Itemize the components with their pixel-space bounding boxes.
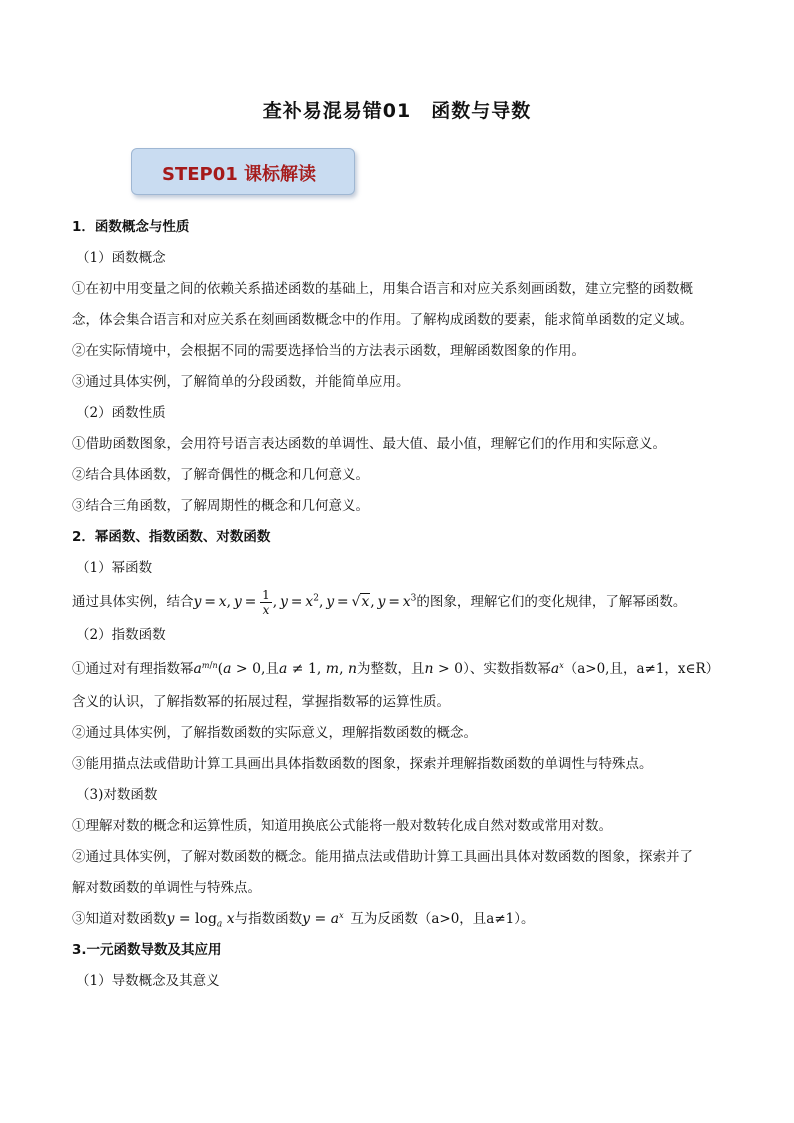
step-banner [131,148,355,195]
document-body [72,212,724,997]
paragraph: ①在初中用变量之间的依赖关系描述函数的基础上，用集合语言和对应关系刻画函数，建立完整的函数概 [72,281,693,297]
paragraph: ②在实际情境中，会根据不同的需要选择恰当的方法表示函数，理解函数图象的作用。 [72,343,585,359]
text-run: 为整数，且 [357,661,425,677]
section-heading: 2．幂函数、指数函数、对数函数 [72,529,271,545]
text-run: （a>0,且，a≠1，x∈R） [563,661,720,677]
text-run: ①通过对有理指数幂 [72,661,194,677]
formula: y [193,594,202,610]
page-title: 查补易混易错01 函数与导数 [262,100,532,122]
text-run: ）、实数指数幂 [463,661,551,677]
text-run: 的图象，理解它们的变化规律，了解幂函数。 [416,594,687,610]
subsection-heading: （1）导数概念及其意义 [76,973,220,989]
paragraph: ①借助函数图象，会用符号语言表达函数的单调性、最大值、最小值，理解它们的作用和实际意义。 [72,436,666,452]
text-run: 互为反函数（a>0，且a≠1）。 [350,911,535,927]
paragraph-log-inverse: ③知道对数函数$y = \log_a x$与指数函数$y = a^x$ 互为反函数（a>0，且a≠1）。 [72,910,535,930]
text-run: ③知道对数函数 [72,911,167,927]
paragraph: ③通过具体实例，了解简单的分段函数，并能简单应用。 [72,374,410,390]
paragraph-exponent: ①通过对有理指数幂$a^{m/n}(a > 0$,且a ≠ 1, m, n为整数，且n > 0）、实数指数幂$a^x(a>0$,且，a≠1，x∈R） [72,660,720,677]
paragraph: ②通过具体实例，了解指数函数的实际意义，理解指数函数的概念。 [72,725,477,741]
text-run: 通过具体实例，结合 [72,594,194,610]
square-root: √x [351,594,370,610]
paragraph: 解对数函数的单调性与特殊点。 [72,880,261,896]
fraction: $\frac{1}{x}$ [262,588,270,617]
paragraph: ②结合具体函数，了解奇偶性的概念和几何意义。 [72,467,369,483]
subsection-heading: （1）幂函数 [76,560,153,576]
subsection-heading: （2）指数函数 [76,627,166,643]
step-label: STEP01 课标解读 [162,164,317,185]
paragraph: 念，体会集合语言和对应关系在刻画函数概念中的作用。了解构成函数的要素，能求简单函数的定义域。 [72,312,693,328]
section-heading: 3.一元函数导数及其应用 [72,942,222,958]
subsection-heading: （2）函数性质 [76,405,166,421]
paragraph-power-functions: 通过具体实例，结合y = x, y = $\frac{1}{x}$ , $y = x^2$, y = √x, $y = x^3$的图象，理解它们的变化规律，了解幂函数。 [72,584,724,620]
paragraph: ③能用描点法或借助计算工具画出具体指数函数的图象，探索并理解指数函数的单调性与特殊点。 [72,756,653,772]
paragraph: ②通过具体实例，了解对数函数的概念。能用描点法或借助计算工具画出具体对数函数的图象，探索并了 [72,849,693,865]
paragraph: ①理解对数的概念和运算性质，知道用换底公式能将一般对数转化成自然对数或常用对数。 [72,818,612,834]
text-run: 与指数函数 [234,911,303,927]
section-heading: 1．函数概念与性质 [72,219,190,235]
paragraph: ③结合三角函数，了解周期性的概念和几何意义。 [72,498,369,514]
paragraph: 含义的认识，了解指数幂的拓展过程，掌握指数幂的运算性质。 [72,694,450,710]
subsection-heading: （3)对数函数 [76,787,158,803]
subsection-heading: （1）函数概念 [76,250,166,266]
